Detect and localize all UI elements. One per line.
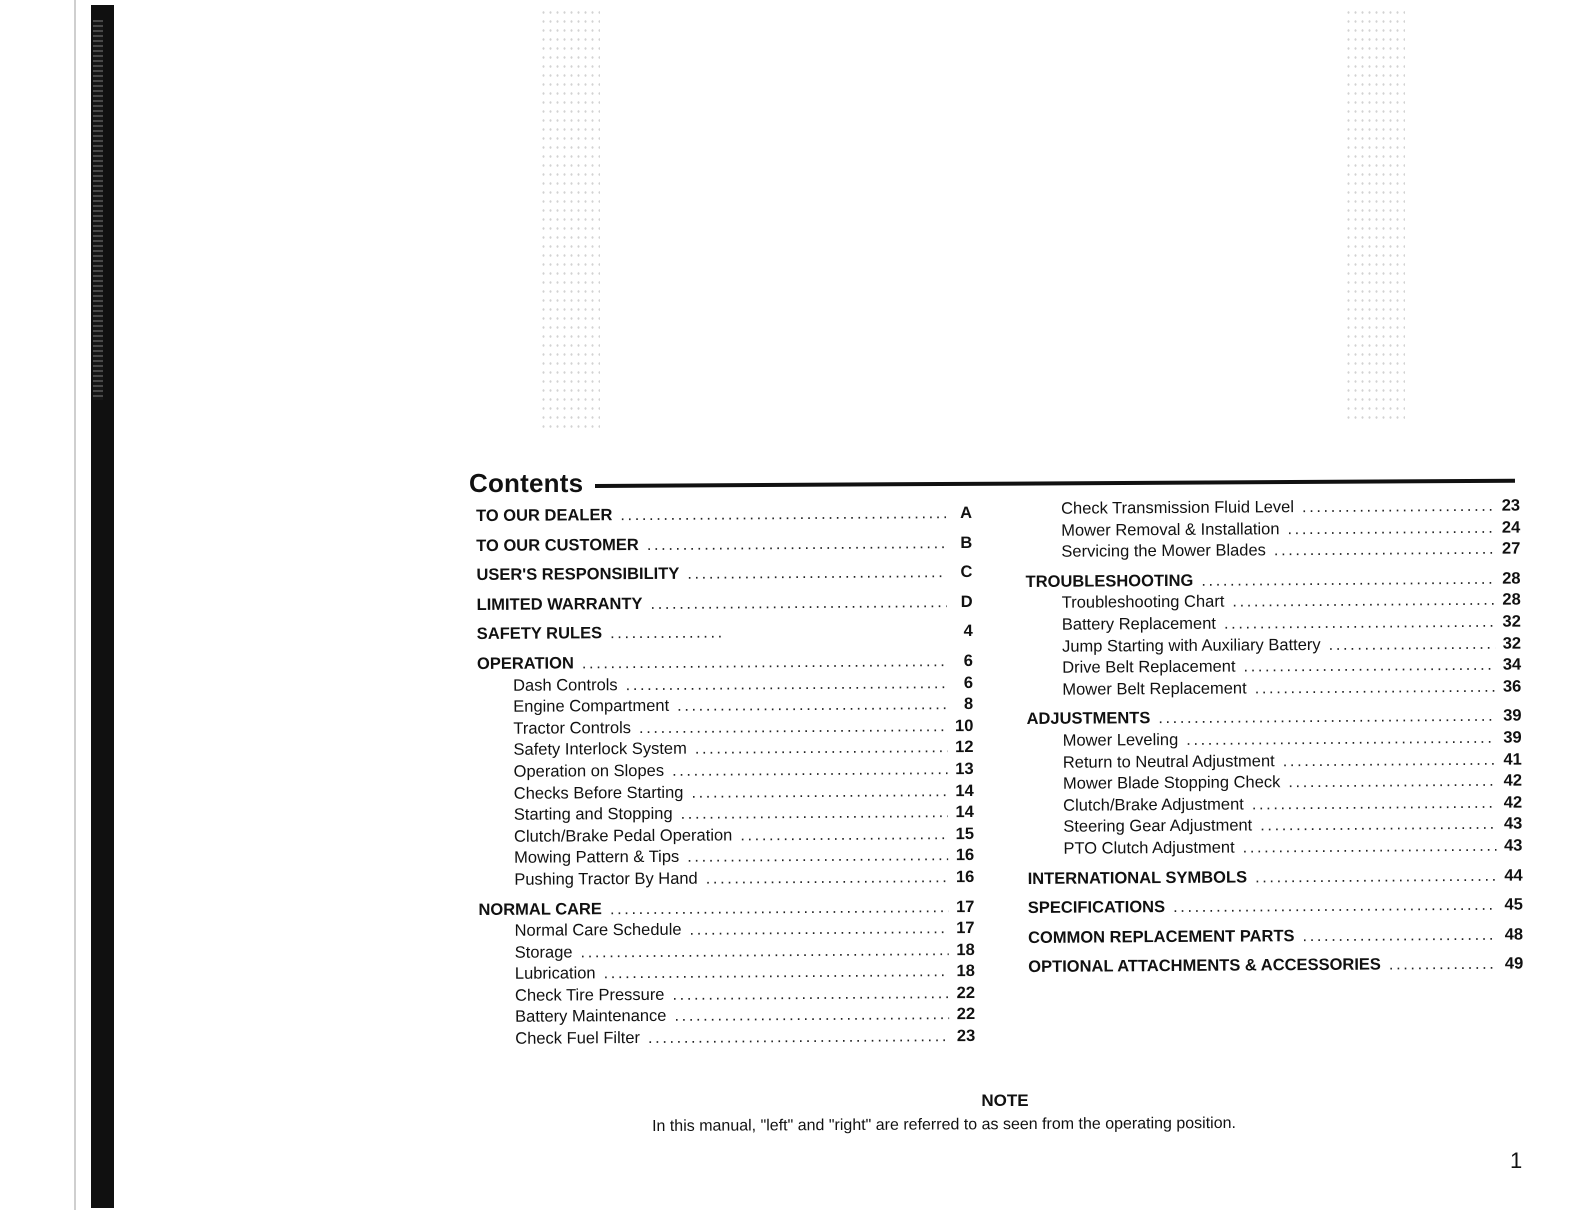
toc-entry-page: 23 [1501, 496, 1521, 515]
toc-dot-leader [695, 737, 948, 760]
toc-entry-title: Clutch/Brake Pedal Operation [513, 826, 733, 846]
toc-entry-page: 39 [1503, 706, 1522, 726]
toc-entry-page: 48 [1504, 925, 1524, 944]
toc-left-column [476, 503, 975, 1051]
toc-dot-leader [681, 802, 948, 825]
toc-subsection [477, 716, 973, 741]
toc-entry-page: 42 [1503, 793, 1523, 812]
toc-entry-page: 32 [1502, 612, 1521, 631]
toc-entry-title: Mower Leveling [1062, 730, 1179, 750]
toc-subsection [477, 694, 973, 719]
toc-dot-leader [639, 716, 947, 739]
toc-entry-page: 43 [1504, 836, 1523, 855]
toc-subsection [1026, 676, 1521, 701]
toc-dot-leader [1173, 895, 1497, 919]
toc-entry-title: Storage [514, 943, 573, 962]
toc-entry-title: Safety Interlock System [513, 740, 687, 760]
toc-entry-page: 4 [963, 622, 973, 641]
toc-entry-page: 22 [956, 983, 976, 1002]
toc-entry-title: Operation on Slopes [513, 761, 665, 781]
toc-dot-leader [648, 1026, 949, 1049]
toc-subsection [479, 1026, 975, 1051]
toc-entry-title: Checks Before Starting [513, 783, 684, 803]
toc-entry-title: Drive Belt Replacement [1062, 657, 1236, 677]
toc-dot-leader [650, 592, 946, 615]
toc-entry-page: 28 [1502, 590, 1521, 610]
toc-dot-leader [1329, 633, 1496, 656]
toc-entry-title: Troubleshooting Chart [1061, 592, 1225, 613]
toc-entry-page: 24 [1501, 518, 1521, 537]
toc-dot-leader [706, 867, 949, 890]
toc-subsection [477, 737, 973, 762]
toc-entry-page: 17 [956, 897, 975, 916]
toc-dot-leader [1252, 792, 1496, 815]
toc-subsection [477, 673, 973, 698]
toc-entry-page: 13 [955, 759, 974, 779]
toc-entry-page: 45 [1504, 895, 1523, 914]
toc-dot-leader [1201, 569, 1494, 593]
toc-entry-title: SAFETY RULES [476, 624, 603, 644]
toc-entry-title: TO OUR CUSTOMER [476, 535, 639, 555]
toc-section [1028, 954, 1523, 979]
toc-dot-leader [672, 983, 949, 1006]
toc-entry-page: 16 [955, 846, 975, 865]
contents-title: Contents [469, 468, 584, 498]
toc-dot-leader [1243, 836, 1497, 859]
toc-entry-page: 15 [955, 824, 975, 843]
toc-entry-title: NORMAL CARE [478, 899, 602, 919]
toc-dot-leader [626, 673, 948, 697]
toc-entry-page: A [960, 503, 973, 523]
toc-entry-page: 16 [955, 867, 975, 886]
toc-right-column [1025, 496, 1523, 979]
toc-dot-leader [610, 897, 949, 921]
toc-subsection [479, 983, 975, 1008]
toc-entry-page: 18 [956, 962, 975, 981]
toc-dot-leader [1288, 771, 1496, 794]
toc-section [477, 651, 973, 676]
toc-subsection [478, 824, 974, 849]
toc-entry-title: Dash Controls [513, 675, 618, 695]
note-text: In this manual, "left" and "right" are referred to as seen from the operating position. [652, 1114, 1237, 1135]
toc-entry-page: 42 [1503, 771, 1523, 790]
toc-subsection [479, 940, 975, 965]
toc-entry-title: Starting and Stopping [513, 804, 673, 824]
toc-entry-title: PTO Clutch Adjustment [1063, 838, 1235, 858]
toc-subsection [479, 1004, 975, 1029]
toc-entry-page: D [960, 592, 973, 611]
toc-entry-page: 18 [956, 940, 975, 959]
toc-section [1028, 895, 1523, 920]
toc-entry-page: 17 [956, 919, 975, 938]
toc-entry-page: 12 [955, 738, 974, 757]
toc-dot-leader [647, 533, 947, 556]
toc-entry-title: COMMON REPLACEMENT PARTS [1027, 926, 1295, 947]
toc-dot-leader [620, 503, 946, 527]
toc-entry-page: 43 [1503, 814, 1523, 833]
toc-entry-page: 36 [1502, 677, 1522, 696]
toc-entry-title: USER'S RESPONSIBILITY [476, 564, 680, 585]
toc-entry-title: Clutch/Brake Adjustment [1063, 795, 1244, 815]
toc-entry-title: Mower Belt Replacement [1062, 679, 1247, 699]
note-heading: NOTE [981, 1091, 1029, 1110]
toc-entry-page: 39 [1503, 728, 1522, 747]
toc-dot-leader [1243, 655, 1495, 678]
toc-subsection [1025, 539, 1520, 564]
toc-entry-page: 49 [1504, 954, 1524, 973]
toc-entry-page: 8 [963, 695, 974, 714]
toc-subsection [478, 802, 974, 827]
page-number: 1 [1510, 1148, 1523, 1173]
contents-rule [595, 479, 1515, 488]
toc-subsection [479, 918, 975, 943]
toc-entry-page: C [960, 563, 973, 582]
toc-dot-leader [1186, 728, 1496, 752]
toc-dot-leader [672, 759, 948, 782]
toc-entry-page: 10 [954, 716, 974, 735]
toc-dot-leader [604, 961, 949, 985]
toc-dot-leader [1302, 924, 1497, 947]
toc-entry-page: 22 [956, 1005, 976, 1024]
toc-entry-page: 32 [1502, 634, 1522, 653]
toc-section [477, 621, 973, 646]
toc-entry-page: 14 [955, 781, 974, 800]
toc-dot-leader [1232, 590, 1494, 613]
toc-subsection [478, 867, 974, 892]
toc-entry-title: TROUBLESHOOTING [1025, 571, 1194, 591]
toc-section [476, 503, 972, 528]
toc-dot-leader [687, 562, 946, 585]
toc-entry-page: 34 [1502, 655, 1522, 674]
toc-dot-leader [1260, 814, 1496, 837]
toc-entry-title: Mowing Pattern & Tips [514, 848, 680, 868]
toc-entry-title: Battery Replacement [1061, 614, 1217, 634]
toc-entry-title: Mower Blade Stopping Check [1062, 773, 1281, 793]
toc-gap [722, 637, 947, 638]
toc-entry-page: 23 [956, 1027, 976, 1046]
toc-entry-title: INTERNATIONAL SYMBOLS [1027, 867, 1248, 888]
toc-entry-title: Steering Gear Adjustment [1063, 816, 1253, 837]
scan-speckle-left [540, 8, 600, 433]
toc-entry-page: 44 [1504, 866, 1523, 885]
toc-entry-page: 6 [963, 651, 974, 670]
toc-dot-leader [610, 623, 722, 645]
toc-entry-title: Lubrication [514, 964, 596, 984]
toc-entry-title: Jump Starting with Auxiliary Battery [1061, 635, 1321, 656]
toc-subsection [478, 845, 974, 870]
binding-edge-line [74, 0, 76, 1210]
toc-section [476, 562, 972, 587]
toc-dot-leader [691, 781, 947, 804]
toc-dot-leader [689, 918, 948, 941]
toc-section [478, 896, 974, 921]
toc-entry-page: B [960, 533, 973, 552]
toc-entry-title: SPECIFICATIONS [1027, 898, 1166, 918]
toc-entry-title: LIMITED WARRANTY [476, 594, 643, 614]
toc-dot-leader [582, 651, 947, 675]
toc-dot-leader [1389, 954, 1498, 976]
toc-entry-title: Pushing Tractor By Hand [514, 869, 698, 889]
toc-entry-title: Tractor Controls [513, 718, 632, 738]
toc-entry-title: Check Fuel Filter [515, 1029, 641, 1048]
toc-dot-leader [1302, 496, 1494, 519]
toc-dot-leader [1274, 539, 1495, 562]
toc-dot-leader [1255, 676, 1496, 699]
toc-entry-title: Normal Care Schedule [514, 920, 682, 940]
toc-dot-leader [1287, 517, 1494, 540]
toc-dot-leader [674, 1005, 949, 1028]
toc-entry-title: Check Tire Pressure [514, 985, 665, 1005]
toc-entry-title: Servicing the Mower Blades [1061, 541, 1266, 561]
toc-entry-title: Mower Removal & Installation [1061, 519, 1280, 540]
toc-section [476, 533, 972, 558]
toc-subsection [479, 961, 975, 986]
toc-dot-leader [1283, 749, 1496, 772]
toc-dot-leader [1158, 706, 1495, 730]
toc-section [1028, 924, 1523, 949]
toc-entry-page: 27 [1501, 539, 1521, 558]
toc-entry-title: ADJUSTMENTS [1026, 709, 1151, 729]
toc-entry-page: 41 [1503, 750, 1522, 769]
toc-dot-leader [1224, 612, 1495, 635]
toc-dot-leader [1255, 865, 1497, 888]
toc-entry-page: 28 [1502, 569, 1521, 588]
toc-dot-leader [740, 824, 948, 847]
toc-entry-title: Return to Neutral Adjustment [1062, 751, 1275, 772]
toc-entry-title: OPTIONAL ATTACHMENTS & ACCESSORIES [1028, 955, 1381, 977]
toc-dot-leader [687, 845, 948, 868]
toc-section [477, 592, 973, 617]
scan-speckle-right [1345, 8, 1405, 423]
toc-entry-title: TO OUR DEALER [476, 506, 613, 525]
toc-dot-leader [677, 694, 947, 717]
toc-entry-title: Check Transmission Fluid Level [1061, 498, 1295, 518]
toc-entry-title: Battery Maintenance [515, 1007, 667, 1027]
toc-entry-page: 14 [955, 803, 974, 822]
toc-dot-leader [580, 940, 948, 964]
toc-section [1028, 865, 1523, 890]
toc-entry-page: 6 [963, 673, 974, 692]
toc-entry-title: OPERATION [476, 654, 574, 673]
toc-entry-title: Engine Compartment [513, 696, 670, 716]
binding-texture [93, 20, 103, 400]
toc-subsection [478, 759, 974, 784]
toc-subsection [478, 780, 974, 805]
toc-subsection [1027, 835, 1522, 860]
